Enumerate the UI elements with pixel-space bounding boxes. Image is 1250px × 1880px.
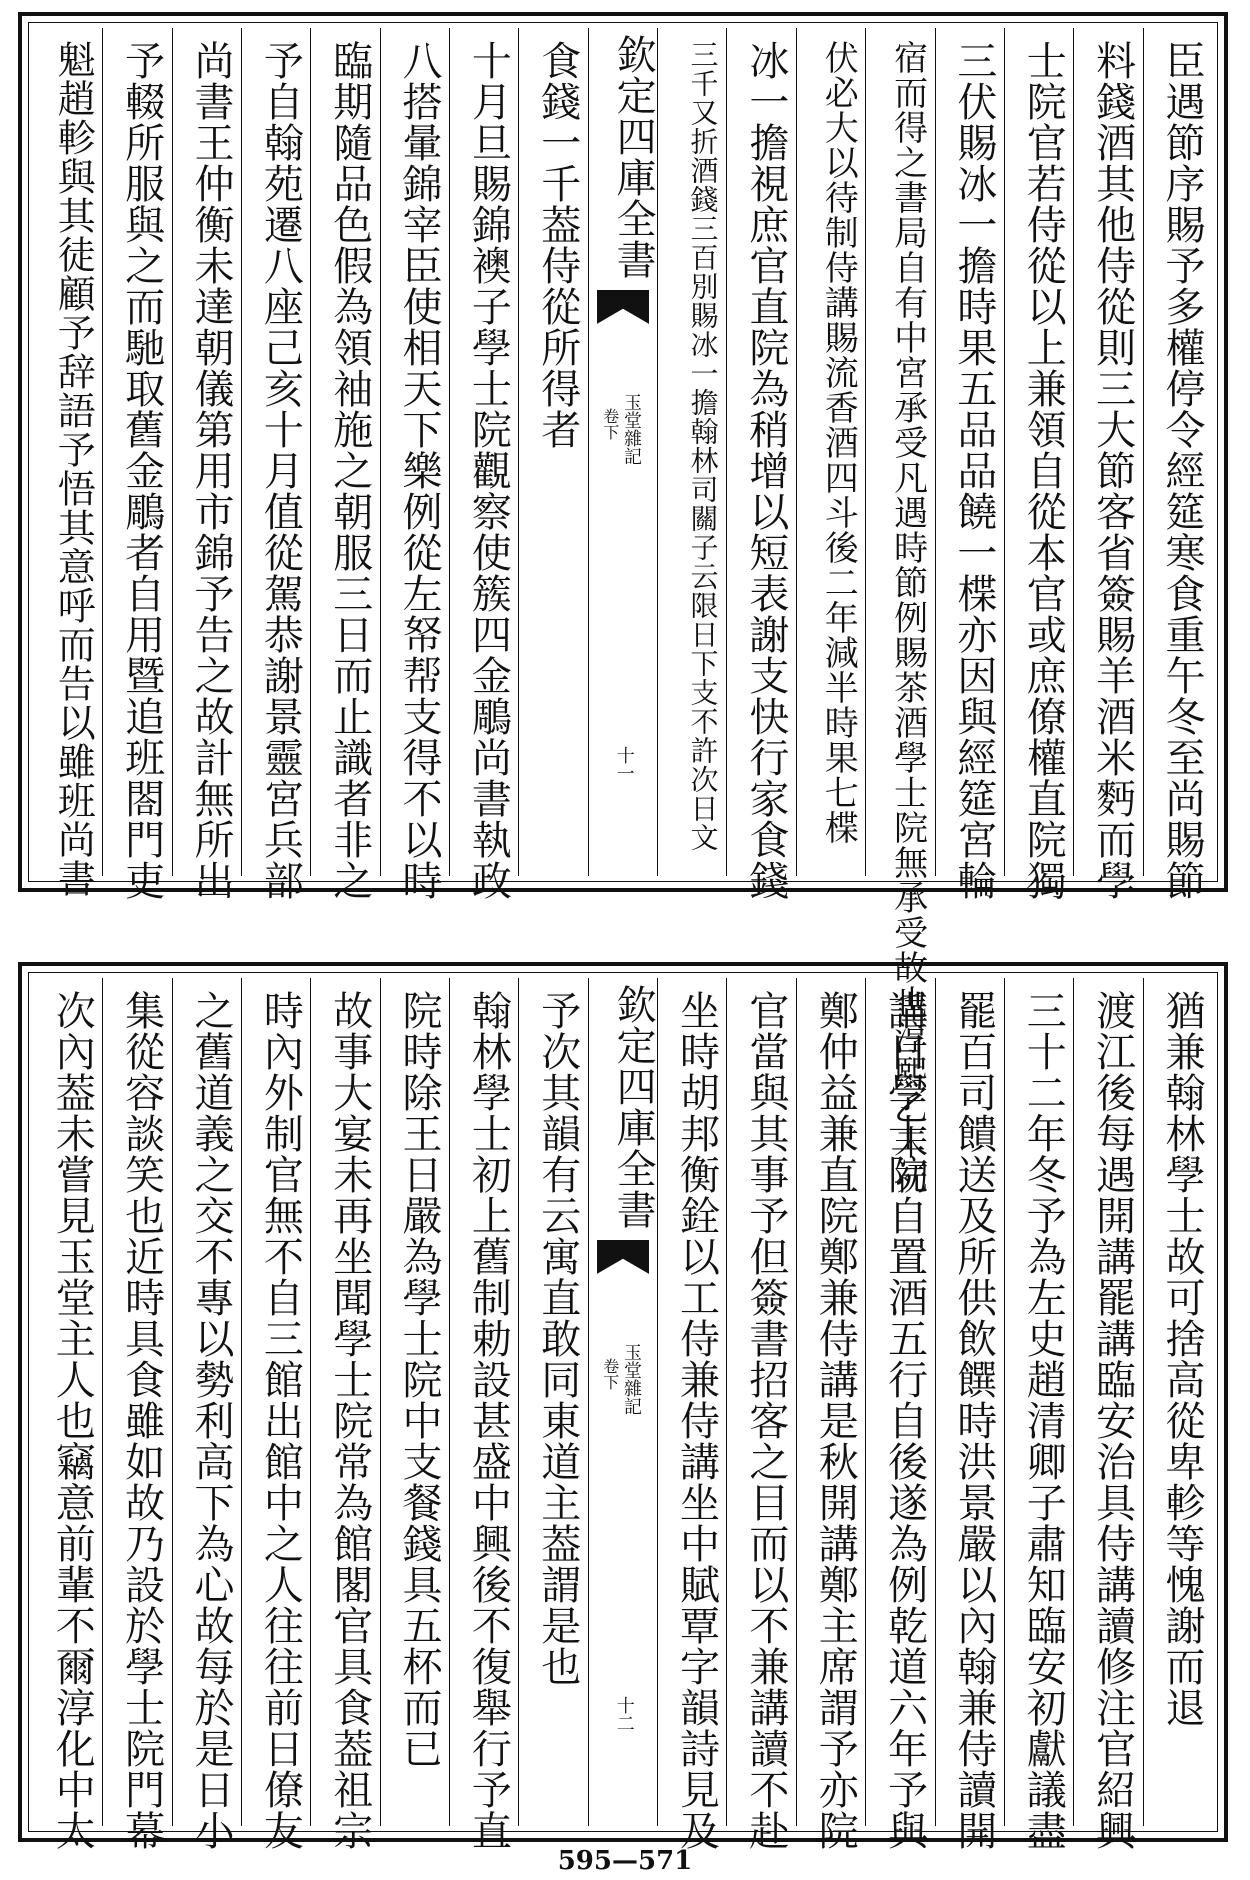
- column-text: 食錢一千葢侍從所得者: [534, 40, 581, 450]
- text-column: [1004, 978, 1073, 1851]
- column-text: 料錢酒其他侍從則三大節客省簽賜羊酒米麪而學: [1089, 40, 1136, 901]
- text-column: [935, 978, 1004, 1851]
- fold-banner: [588, 28, 657, 876]
- column-text: 冰一擔視庶官直院為稍增以短表謝支快行家食錢: [742, 40, 789, 901]
- column-text: 時內外制官無不自三館出館中之人往往前日僚友: [257, 990, 304, 1851]
- column-text: 臣遇節序賜予多權停令經筵寒食重午冬至尚賜節: [1159, 40, 1205, 901]
- column-text: 十月旦賜錦襖子學士院觀察使簇四金鵰尚書執政: [465, 40, 512, 901]
- banner-title: 玉堂雜記: [620, 1343, 642, 1415]
- lower-page: [18, 962, 1228, 1851]
- column-text: 八搭暈錦宰臣使相天下樂例從左帑帮支得不以時: [396, 40, 443, 901]
- column-text: 翰林學士初上舊制勅設甚盛中興後不復舉行予直: [465, 990, 512, 1851]
- text-column: [449, 978, 518, 1851]
- banner-volume: 卷下: [600, 408, 620, 440]
- column-text: 官當與其事予但簽書招客之目而以不兼講讀不赴: [742, 990, 789, 1851]
- text-column: [726, 28, 795, 901]
- text-column: [241, 978, 310, 1851]
- banner-head: 欽定四庫全書: [610, 984, 657, 1230]
- text-column: [380, 28, 449, 901]
- column-text: 士院官若侍從以上兼領自從本官或庶僚權直院獨: [1020, 40, 1067, 901]
- column-text: 猶兼翰林學士故可捨高從卑軫等愧謝而退: [1159, 990, 1205, 1728]
- column-text: 次內葢未嘗見玉堂主人也竊意前輩不爾淳化中太: [49, 990, 96, 1851]
- column-text: 尚書王仲衡未達朝儀第用市錦予告之故計無所出: [187, 40, 234, 901]
- column-text: 坐時胡邦衡銓以工侍兼侍講坐中賦覃字韻詩見及: [673, 990, 720, 1851]
- text-column: [657, 978, 726, 1851]
- upper-page: [18, 12, 1228, 1195]
- column-text: 魁趙軫與其徒顧予辞語予悟其意呼而告以雖班尚書: [51, 40, 96, 898]
- banner-volume: 卷下: [600, 1358, 620, 1390]
- column-text: 予自翰苑遷八座己亥十月值從駕恭謝景靈宮兵部: [257, 40, 304, 901]
- text-column: [1073, 978, 1142, 1851]
- column-text: 三千又折酒錢三百別賜冰一擔翰林司關子云限日下支不許次日文: [686, 40, 720, 852]
- banner-folio: 十二: [613, 1696, 635, 1732]
- text-column: [102, 978, 171, 1851]
- text-column: [1073, 28, 1142, 901]
- column-text: 故事大宴未再坐聞學士院常為館閣官具食葢祖宗: [326, 990, 373, 1851]
- text-column: [657, 28, 726, 876]
- column-text: 三伏賜冰一擔時果五品品饒一楪亦因與經筵宮輪: [950, 40, 997, 901]
- column-text: 罷百司饋送及所供飲饌時洪景嚴以內翰兼侍讀開: [950, 990, 997, 1851]
- column-text: 院時除王日嚴為學士院中支餐錢具五杯而已: [396, 990, 443, 1769]
- text-column: [518, 978, 587, 1826]
- column-text: 鄭仲益兼直院鄭兼侍講是秋開講鄭主席謂予亦院: [812, 990, 859, 1851]
- upper-page-columns: [34, 28, 1212, 1195]
- fold-banner: [588, 978, 657, 1826]
- text-column: [865, 978, 934, 1851]
- text-column: [310, 28, 379, 901]
- text-column: [172, 28, 241, 901]
- text-column: [796, 978, 865, 1851]
- column-text: 三十二年冬予為左史趙清卿子肅知臨安初獻議盡: [1020, 990, 1067, 1851]
- column-text: 之舊道義之交不專以勢利高下為心故每於是日小: [187, 990, 234, 1851]
- text-column: [34, 28, 102, 898]
- lower-page-columns: [34, 978, 1212, 1851]
- column-text: 渡江後每遇開講罷講臨安治具侍講讀修注官紹興: [1089, 990, 1136, 1851]
- text-column: [380, 978, 449, 1826]
- banner-title: 玉堂雜記: [620, 393, 642, 465]
- column-text: 集從容談笑也近時具食雖如故乃設於學士院門幕: [118, 990, 165, 1851]
- text-column: [449, 28, 518, 901]
- text-column: [796, 28, 865, 876]
- text-column: [102, 28, 171, 901]
- text-column: [172, 978, 241, 1851]
- text-column: [726, 978, 795, 1851]
- fishtail-mark: [597, 290, 649, 324]
- column-text: 臨期隨品色假為領袖施之朝服三日而止識者非之: [326, 40, 373, 901]
- text-column: [935, 28, 1004, 901]
- text-column: [865, 28, 934, 1195]
- text-column: [1143, 978, 1212, 1826]
- banner-head: 欽定四庫全書: [610, 34, 657, 280]
- text-column: [1143, 28, 1212, 901]
- text-column: [1004, 28, 1073, 901]
- column-text: 講日學士院自置酒五行自後遂為例乾道六年予與: [881, 990, 928, 1851]
- page-number: 595—571: [557, 1846, 693, 1876]
- column-text: 宿而得之書局自有中宮承受凡遇時節例賜茶酒學士院無承受故也淳熙乙未初: [887, 40, 928, 1195]
- text-column: [34, 978, 102, 1851]
- text-column: [518, 28, 587, 876]
- column-text: 予次其韻有云寓直敢同東道主葢謂是也: [534, 990, 581, 1687]
- text-column: [241, 28, 310, 901]
- banner-folio: 十一: [613, 746, 635, 782]
- column-text: 予輟所服與之而馳取舊金鵰者自用暨追班閤門吏: [118, 40, 165, 901]
- text-column: [310, 978, 379, 1851]
- fishtail-mark: [597, 1240, 649, 1274]
- column-text: 伏必大以待制侍講賜流香酒四斗後二年減半時果七楪: [818, 40, 859, 845]
